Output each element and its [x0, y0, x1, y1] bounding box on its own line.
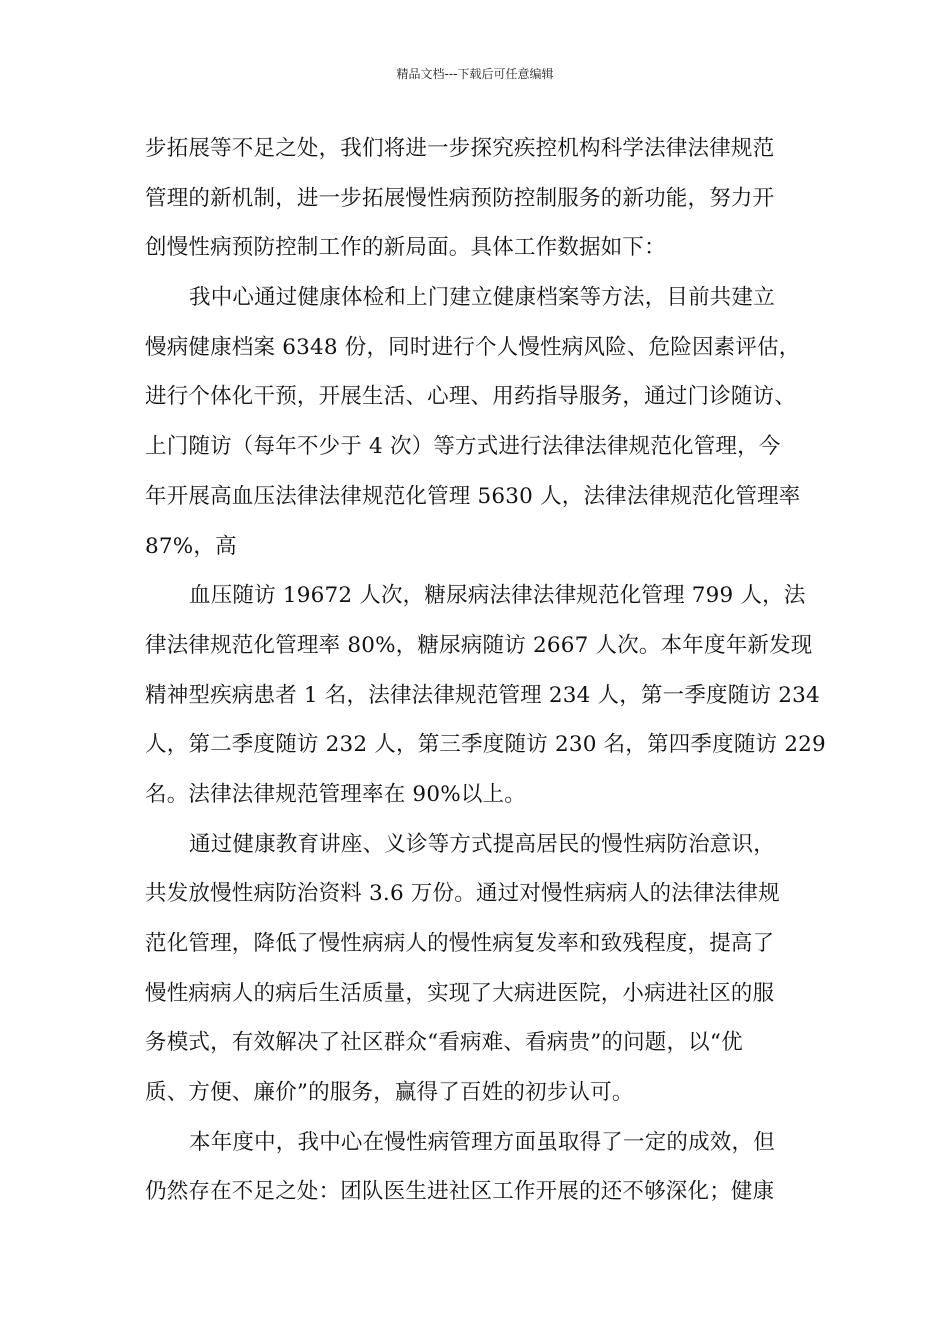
text-line: 步拓展等不足之处，我们将进一步探究疾控机构科学法律法律规范 — [145, 136, 775, 161]
text-line: 本年度中，我中心在慢性病管理方面虽取得了一定的成效，但 — [189, 1129, 775, 1155]
paragraph-1 — [145, 124, 810, 273]
text-line: 务模式，有效解决了社区群众“看病难、看病贵”的问题，以“优 — [145, 1030, 743, 1056]
text-line: 87%，高 — [145, 533, 237, 559]
text-line: 律法律规范化管理率 80%，糖尿病随访 2667 人次。本年度年新发现 — [145, 632, 813, 658]
text-line: 管理的新机制，进一步拓展慢性病预防控制服务的新功能，努力开 — [145, 185, 775, 211]
text-line: 我中心通过健康体检和上门建立健康档案等方法，目前共建立 — [189, 285, 775, 311]
text-line: 慢性病病人的病后生活质量，实现了大病进医院，小病进社区的服 — [145, 980, 775, 1006]
paragraph-4 — [145, 820, 810, 1118]
text-line: 血压随访 19672 人次，糖尿病法律法律规范化管理 799 人，法 — [189, 583, 806, 609]
text-line: 范化管理，降低了慢性病病人的慢性病复发率和致残程度，提高了 — [145, 931, 775, 956]
text-line: 共发放慢性病防治资料 3.6 万份。通过对慢性病病人的法律法律规 — [145, 881, 780, 907]
document-body — [145, 124, 826, 1217]
page-header: 精品文档---下载后可任意编辑 — [396, 67, 554, 81]
text-line: 精神型疾病患者 1 名，法律法律规范管理 234 人，第一季度随访 234 — [145, 682, 820, 708]
paragraph-3 — [145, 571, 826, 819]
paragraph-5 — [145, 1118, 810, 1217]
text-line: 慢病健康档案 6348 份，同时进行个人慢性病风险、危险因素评估， — [145, 334, 801, 360]
paragraph-2 — [145, 273, 810, 571]
text-line: 上门随访（每年不少于 4 次）等方式进行法律法律规范化管理，今 — [145, 434, 781, 460]
text-line: 创慢性病预防控制工作的新局面。具体工作数据如下： — [145, 235, 666, 261]
text-line: 人，第二季度随访 232 人，第三季度随访 230 名，第四季度随访 229 — [145, 732, 826, 758]
text-line: 年开展高血压法律法律规范化管理 5630 人，法律法律规范化管理率 — [145, 483, 801, 509]
text-line: 质、方便、廉价”的服务，赢得了百姓的初步认可。 — [145, 1080, 634, 1106]
text-line: 通过健康教育讲座、义诊等方式提高居民的慢性病防治意识， — [189, 831, 775, 857]
text-line: 进行个体化干预，开展生活、心理、用药指导服务，通过门诊随访、 — [145, 384, 797, 410]
text-line: 名。法律法律规范管理率在 90%以上。 — [145, 781, 526, 807]
text-line: 仍然存在不足之处：团队医生进社区工作开展的还不够深化；健康 — [145, 1179, 775, 1205]
